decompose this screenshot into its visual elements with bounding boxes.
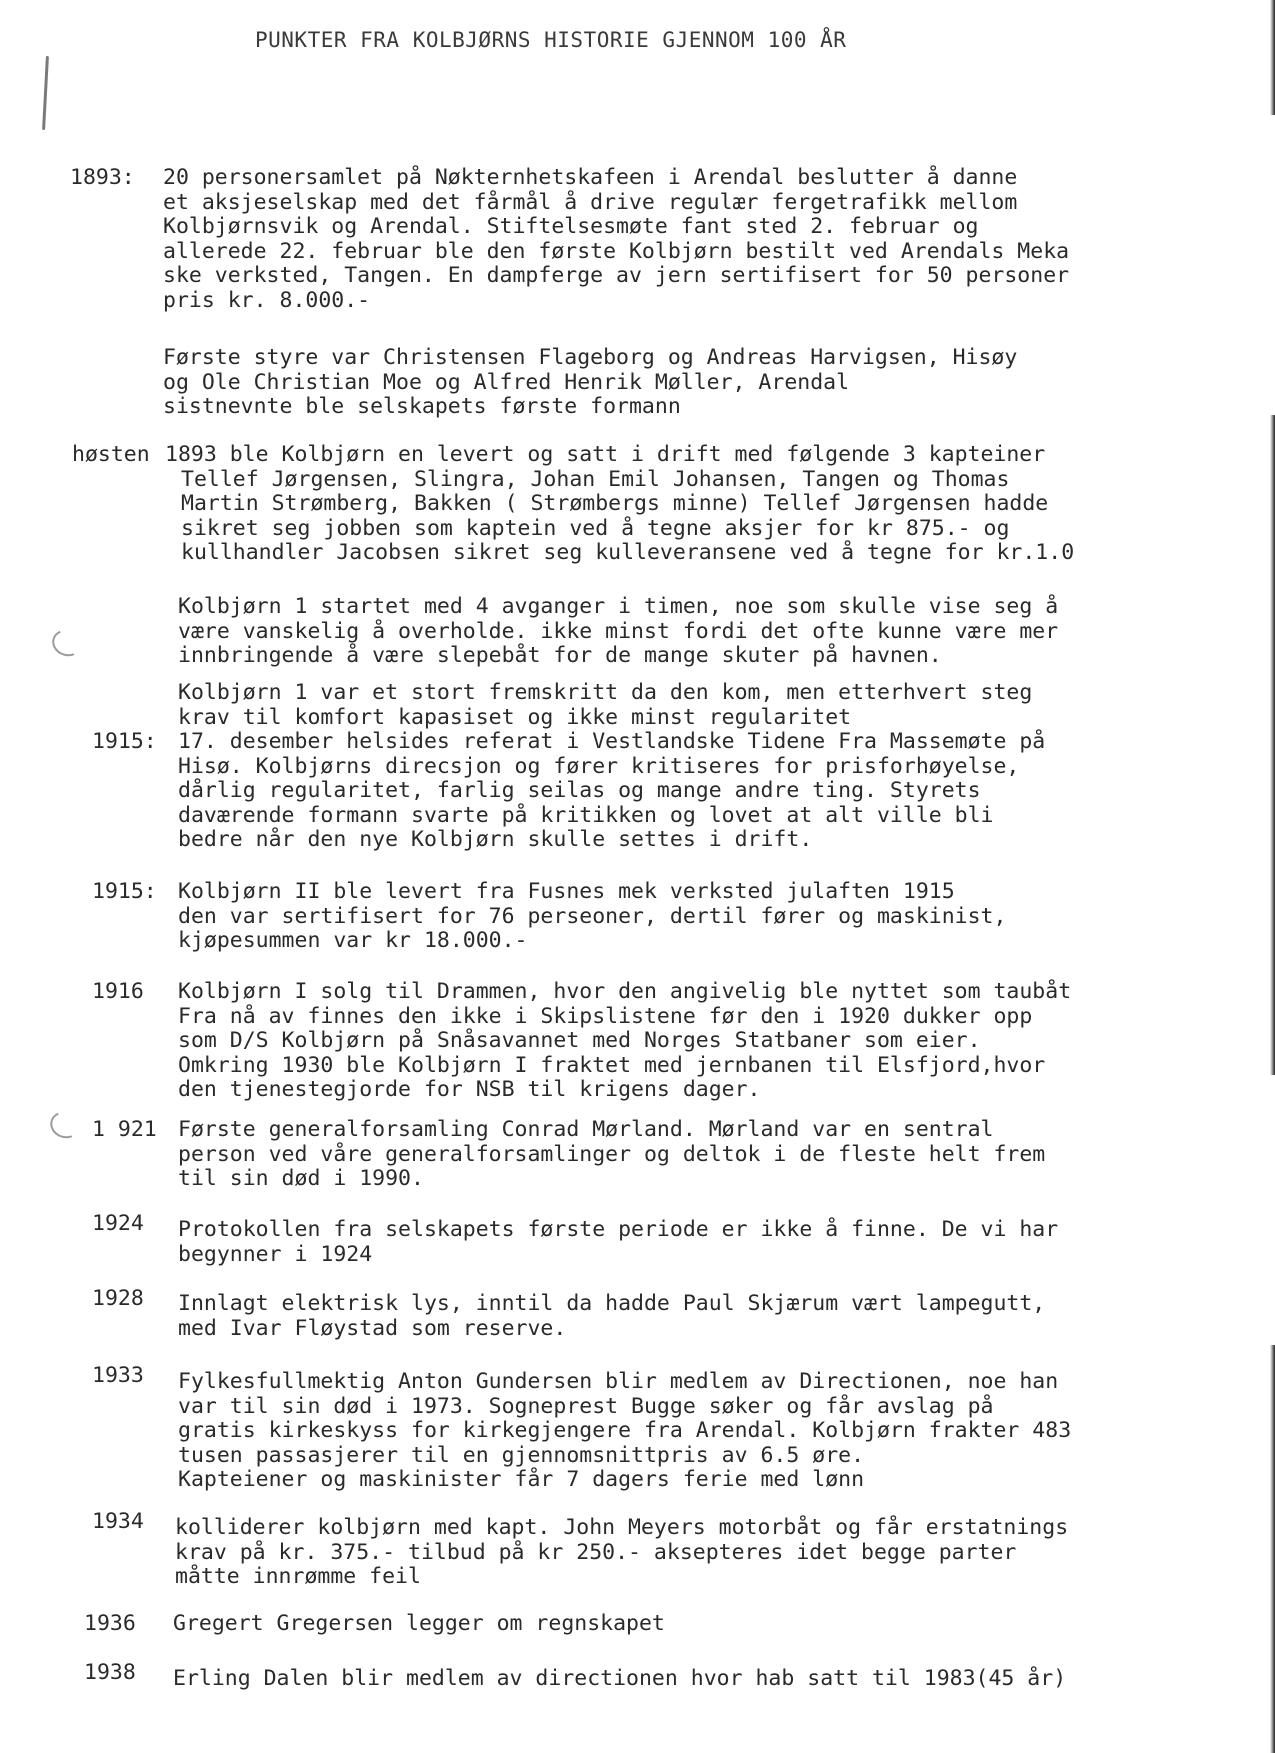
entry-label: 1 921: [92, 1117, 157, 1142]
entry-label: 1936: [84, 1611, 136, 1636]
entry-label: 1934: [92, 1509, 144, 1534]
entry-line: kjøpesummen var kr 18.000.-: [178, 928, 528, 953]
entry-line: Gregert Gregersen legger om regnskapet: [173, 1611, 665, 1636]
entry-label: 1938: [84, 1660, 136, 1685]
punch-hole-mark: [48, 626, 85, 661]
entry-label: 1924: [92, 1211, 144, 1236]
entry-line: Kolbjørn I solg til Drammen, hvor den angivelig ble nyttet som taubåt: [178, 979, 1072, 1004]
entry-text: [165, 443, 1074, 566]
entry-line: tusen passasjerer til en gjennomsnittpris av 6.5 øre.: [178, 1442, 865, 1468]
entry-line: være vanskelig å overholde. ikke minst fordi det ofte kunne være mer: [178, 618, 1059, 644]
scan-edge-gap: [1269, 1075, 1275, 1345]
entry-line: med Ivar Fløystad som reserve.: [178, 1315, 567, 1341]
entry-text: [178, 1292, 1045, 1341]
entry-text: [178, 1118, 1045, 1192]
entry-line: Hisø. Kolbjørns direcsjon og fører kritiseres for prisforhøyelse,: [178, 753, 1020, 779]
entry-label: 1916: [92, 979, 144, 1004]
entry-label: 1915:: [92, 879, 157, 904]
entry-text: [163, 166, 1069, 313]
entry-line: pris kr. 8.000.-: [163, 287, 371, 313]
entry-line: ske verksted, Tangen. En dampferge av jern sertifisert for 50 personer: [163, 263, 1070, 288]
punch-hole-mark: [46, 1108, 83, 1143]
entry-line: Kolbjørn 1 var et stort fremskritt da den kom, men etterhvert steg: [178, 680, 1033, 705]
entry-line: Kapteiener og maskinister får 7 dagers ferie med lønn: [178, 1467, 865, 1492]
entry-text: [178, 980, 1071, 1103]
entry-line: allerede 22. februar ble den første Kolbjørn bestilt ved Arendals Meka: [163, 238, 1070, 264]
entry-line: person ved våre generalforsamlinger og deltok i de fleste helt frem: [178, 1141, 1046, 1167]
entry-line: og Ole Christian Moe og Alfred Henrik Møller, Arendal: [163, 369, 850, 395]
entry-label: 1928: [92, 1286, 144, 1311]
entry-line: begynner i 1924: [178, 1241, 373, 1267]
entry-text: [178, 880, 1006, 954]
entry-line: Kolbjørn II ble levert fra Fusnes mek verksted julaften 1915: [178, 879, 955, 904]
entry-line: Første generalforsamling Conrad Mørland. Mørland var en sentral: [178, 1117, 994, 1142]
entry-line: 1893 ble Kolbjørn en levert og satt i drift med følgende 3 kapteiner: [165, 442, 1046, 467]
entry-line: kullhandler Jacobsen sikret seg kulleveransene ved å tegne for kr.1.0: [181, 540, 1075, 565]
entry-line: krav på kr. 375.- tilbud på kr 250.- aksepteres idet begge parter: [175, 1539, 1017, 1565]
entry-text: [175, 1516, 1068, 1590]
entry-text: [178, 681, 1032, 730]
entry-label: høsten: [72, 442, 150, 467]
staple-mark: [42, 56, 49, 130]
entry-line: krav til komfort kapasiset og ikke minst regularitet: [178, 704, 852, 730]
entry-line: dårlig regularitet, farlig seilas og mange andre ting. Styrets: [178, 778, 981, 803]
entry-line: sikret seg jobben som kaptein ved å tegne aksjer for kr 875.- og: [181, 515, 1010, 541]
scan-edge-gap: [1269, 115, 1275, 415]
entry-text: [163, 346, 1017, 420]
entry-text: [178, 1370, 1071, 1493]
entry-label: 1915:: [92, 729, 157, 754]
entry-line: Innlagt elektrisk lys, inntil da hadde Paul Skjærum vært lampegutt,: [178, 1291, 1046, 1316]
entry-label: 1933: [92, 1363, 144, 1388]
entry-line: 17. desember helsides referat i Vestlandske Tidene Fra Massemøte på: [178, 729, 1046, 754]
entry-text: [178, 730, 1045, 853]
entry-line: Kolbjørnsvik og Arendal. Stiftelsesmøte fant sted 2. februar og: [163, 214, 979, 239]
entry-line: bedre når den nye Kolbjørn skulle settes i drift.: [178, 827, 813, 852]
entry-line: Tellef Jørgensen, Slingra, Johan Emil Johansen, Tangen og Thomas: [181, 466, 1010, 492]
entry-line: Erling Dalen blir medlem av directionen hvor hab satt til 1983(45 år): [173, 1666, 1067, 1691]
entry-line: den tjenestegjorde for NSB til krigens dager.: [178, 1077, 761, 1102]
entry-line: Kolbjørn 1 startet med 4 avganger i timen, noe som skulle vise seg å: [178, 594, 1059, 619]
entry-label: 1893:: [70, 165, 135, 190]
entry-line: til sin død i 1990.: [178, 1166, 424, 1191]
entry-line: sistnevnte ble selskapets første formann: [163, 394, 681, 419]
entry-line: Martin Strømberg, Bakken ( Strømbergs minne) Tellef Jørgensen hadde: [181, 491, 1049, 516]
entry-line: innbringende å være slepebåt for de mange skuter på havnen.: [178, 643, 942, 668]
entry-line: Fra nå av finnes den ikke i Skipslistene før den i 1920 dukker opp: [178, 1003, 1033, 1029]
entry-line: Omkring 1930 ble Kolbjørn I fraktet med jernbanen til Elsfjord,hvor: [178, 1052, 1046, 1078]
entry-line: måtte innrømme feil: [175, 1564, 421, 1589]
document-title: PUNKTER FRA KOLBJØRNS HISTORIE GJENNOM 100 ÅR: [255, 28, 847, 52]
entry-line: daværende formann svarte på kritikken og lovet at alt ville bli: [178, 802, 994, 828]
entry-text: [178, 1218, 1058, 1267]
entry-line: gratis kirkeskyss for kirkegjengere fra Arendal. Kolbjørn frakter 483: [178, 1418, 1072, 1443]
entry-line: kolliderer kolbjørn med kapt. John Meyers motorbåt og får erstatnings: [175, 1515, 1069, 1540]
entry-line: var til sin død i 1973. Sogneprest Bugge søker og får avslag på: [178, 1393, 994, 1419]
entry-line: som D/S Kolbjørn på Snåsavannet med Norges Statbaner som eier.: [178, 1028, 981, 1053]
entry-text: [178, 595, 1058, 669]
entry-line: Protokollen fra selskapets første periode er ikke å finne. De vi har: [178, 1217, 1059, 1242]
entry-line: den var sertifisert for 76 perseoner, dertil fører og maskinist,: [178, 903, 1007, 929]
entry-line: et aksjeselskap med det fårmål å drive regulær fergetrafikk mellom: [163, 189, 1018, 215]
entry-line: Fylkesfullmektig Anton Gundersen blir medlem av Directionen, noe han: [178, 1369, 1059, 1394]
entry-text: [173, 1667, 1066, 1692]
entry-line: Første styre var Christensen Flageborg og Andreas Harvigsen, Hisøy: [163, 345, 1018, 370]
entry-line: 20 personersamlet på Nøkternhetskafeen i Arendal beslutter å danne: [163, 165, 1018, 190]
entry-text: [173, 1612, 665, 1637]
